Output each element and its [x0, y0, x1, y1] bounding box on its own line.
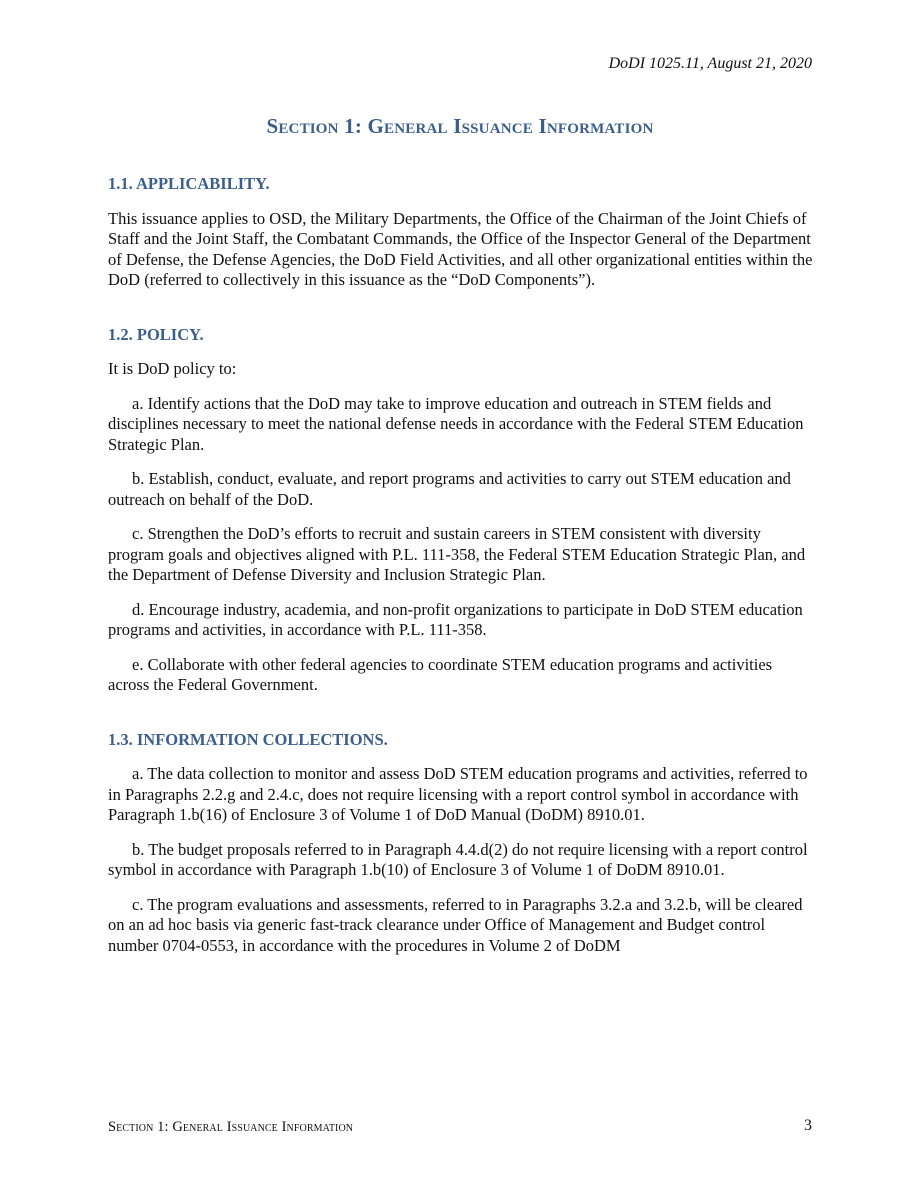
- policy-item-c: c. Strengthen the DoD’s efforts to recruit and sustain careers in STEM consistent with diversity program goals and objectives aligned with P.L. 111-358, the Federal STEM Education Strategic Plan, and the Department of Defense Diversity and Inclusion Strategic Plan.: [108, 524, 806, 584]
- heading-information-collections: 1.3. INFORMATION COLLECTIONS.: [108, 729, 388, 749]
- heading-applicability: 1.1. APPLICABILITY.: [108, 174, 270, 193]
- document-id-header: DoDI 1025.11, August 21, 2020: [608, 55, 812, 72]
- collections-item-b: b. The budget proposals referred to in Paragraph 4.4.d(2) do not require licensing with a report control symbol in accordance with Paragraph 1.b(10) of Enclosure 3 of Volume 1 of DoDM 8910.01.: [108, 839, 808, 879]
- heading-policy: 1.2. POLICY.: [108, 324, 204, 344]
- collections-item-a: a. The data collection to monitor and assess DoD STEM education programs and activities, referred to in Paragraphs 2.2.g and 2.4.c, does not require licensing with a report control symbol in accordance with Paragraph 1.b(16) of Enclosure 3 of Volume 1 of DoD Manual (DoDM) 8910.01.: [108, 764, 808, 824]
- policy-item-a: a. Identify actions that the DoD may take to improve education and outreach in STEM fields and disciplines necessary to meet the national defense needs in accordance with the Federal STEM Education Strategic Plan.: [108, 393, 804, 454]
- collections-item-c: c. The program evaluations and assessments, referred to in Paragraphs 3.2.a and 3.2.b, will be cleared on an ad hoc basis via generic fast-track clearance under Office of Management and Budget control number 0704-0553, in accordance with the procedures in Volume 2 of DoDM: [108, 894, 803, 955]
- document-body: [108, 174, 814, 956]
- policy-item-b: b. Establish, conduct, evaluate, and report programs and activities to carry out STEM education and outreach on behalf of the DoD.: [108, 469, 791, 509]
- section-title: Section 1: General Issuance Information: [266, 114, 654, 138]
- footer-page-number: 3: [804, 1117, 812, 1134]
- applicability-paragraph: This issuance applies to OSD, the Military Departments, the Office of the Chairman of the Joint Chiefs of Staff and the Joint Staff, the Combatant Commands, the Office of the Inspector General of the Department of Defense, the Defense Agencies, the DoD Field Activities, and all other organizational entities within the DoD (referred to collectively in this issuance as the “DoD Components”).: [108, 208, 813, 289]
- footer-section-label: Section 1: General Issuance Information: [108, 1119, 354, 1135]
- policy-item-e: e. Collaborate with other federal agencies to coordinate STEM education programs and activities across the Federal Government.: [108, 654, 773, 694]
- policy-item-d: d. Encourage industry, academia, and non-profit organizations to participate in DoD STEM education programs and activities, in accordance with P.L. 111-358.: [108, 599, 803, 639]
- policy-intro: It is DoD policy to:: [108, 359, 237, 378]
